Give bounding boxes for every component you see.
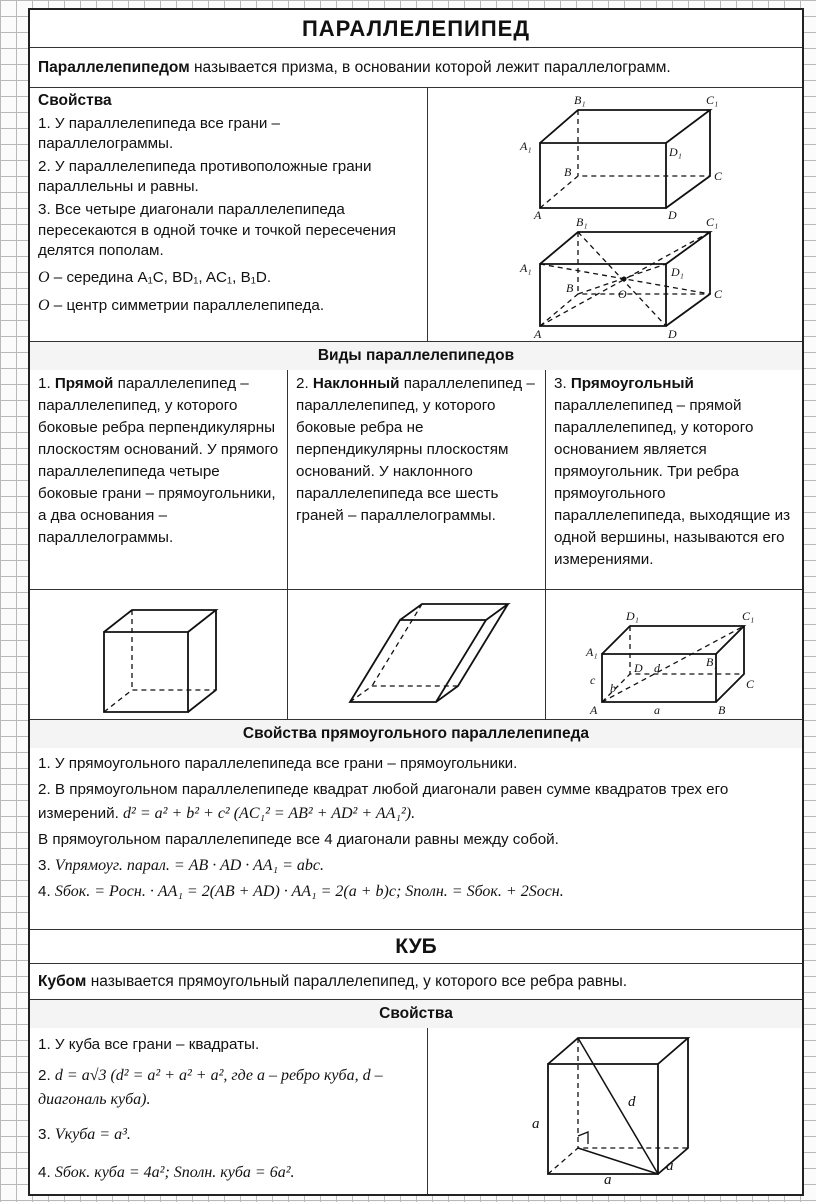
rectangular-parallelepiped-figure <box>546 590 802 718</box>
type-1-num: 1. <box>38 375 55 392</box>
rect-prop-3-num: 3. <box>38 857 55 874</box>
label-c1: C₁ <box>706 93 719 107</box>
diagonal-ac1 <box>602 626 744 702</box>
type-2-text: параллелепипед – параллелепипед, у которого боковые ребра не перпендикулярны плоскостям оснований. У наклонного параллелепипеда все шесть граней – параллелограммы. <box>296 375 535 524</box>
label-a1: A₁ <box>586 645 598 659</box>
label-c1: C₁ <box>706 215 719 229</box>
rect-props-heading: Свойства прямоугольного параллелепипеда <box>30 720 802 748</box>
property-3: 3. Все четыре диагонали параллелепипеда пересекаются в одной точке и точкой пересечения делятся пополам. <box>38 200 397 260</box>
top-face <box>104 610 216 632</box>
cube-prop-2-num: 2. <box>38 1067 55 1084</box>
label-a: A <box>534 208 542 222</box>
label-b: B <box>564 165 572 179</box>
properties-row <box>30 88 802 342</box>
cube-title-row <box>30 930 802 964</box>
cube-props-text <box>30 1028 428 1194</box>
rect-prop-3 <box>38 854 794 878</box>
cube-diagonal-formula: d = a√3 (d² = a² + a² + a², где a – ребро куба, d – диагональ куба). <box>38 1067 383 1108</box>
label-d-diagonal: d <box>628 1094 636 1110</box>
types-heading-row <box>30 342 802 370</box>
cube-definition-term: Кубом <box>38 973 87 990</box>
rect-prop-4 <box>38 880 794 904</box>
top-face <box>548 1038 688 1064</box>
definition-term: Параллелепипедом <box>38 59 190 76</box>
hidden-side-edge <box>372 604 422 686</box>
base-diagonal <box>578 1148 658 1174</box>
title-row <box>30 10 802 48</box>
right-parallelepiped-figure <box>30 590 286 718</box>
right-face <box>188 610 216 712</box>
type-right-text <box>30 370 288 589</box>
label-c: C <box>746 677 755 691</box>
label-d: D <box>668 327 677 341</box>
type-3-text: параллелепипед – прямой параллелепипед, у которого основанием является прямоугольник. Три ребра прямоугольного параллелепипеда, выходящие из одной вершины, называются его измерениями. <box>554 397 791 568</box>
types-heading: Виды параллелепипедов <box>30 342 802 370</box>
cube-prop-4 <box>30 1160 427 1186</box>
definition-row <box>30 48 802 88</box>
definition-text: называется призма, в основании которой лежит параллелограмм. <box>189 59 671 76</box>
label-d: D <box>634 661 643 675</box>
right-prism-cell <box>30 590 288 719</box>
oblique-parallelepiped-figure <box>288 590 544 718</box>
label-a1: A₁ <box>520 261 532 275</box>
rectangular-prism-cell <box>546 590 802 719</box>
diagonals-figure <box>428 214 802 342</box>
properties-heading: Свойства <box>38 92 112 109</box>
property-o-center <box>38 296 419 317</box>
top-face <box>540 110 710 143</box>
rect-prop-2-text: 2. В прямоугольном параллелепипеде квадрат любой диагонали равен сумме квадратов трех его измерений. <box>38 781 729 822</box>
right-face <box>436 604 508 702</box>
hidden-base-edges <box>540 176 710 208</box>
o-symbol: O <box>38 268 50 286</box>
top-face <box>400 604 508 620</box>
cube-props-row <box>30 1028 802 1194</box>
rect-props-text <box>30 748 802 909</box>
type-1-keyword: Прямой <box>54 375 114 392</box>
type-3-keyword: Прямоугольный <box>570 375 694 392</box>
cube-prop-4-num: 4. <box>38 1164 55 1181</box>
cube-definition-text: называется прямоугольный параллелепипед, у которого все ребра равны. <box>86 973 628 990</box>
property-o-midpoint <box>38 268 419 289</box>
rect-props-heading-row <box>30 720 802 748</box>
oblique-prism-cell <box>288 590 546 719</box>
page-title: ПАРАЛЛЕЛЕПИПЕД <box>301 16 531 41</box>
front-face <box>350 620 486 702</box>
label-c1: C₁ <box>742 609 755 623</box>
type-rectangular-text <box>546 370 802 589</box>
rect-prop-1: 1. У прямоугольного параллелепипеда все грани – прямоугольники. <box>38 755 518 772</box>
label-d1: D₁ <box>671 265 684 279</box>
cube-area-formula: Sбок. куба = 4a²; Sполн. куба = 6a². <box>54 1164 295 1181</box>
label-b1: B₁ <box>706 655 718 669</box>
label-a: A <box>590 703 598 717</box>
label-a-depth: a <box>666 1158 674 1174</box>
o-midpoint-text: – середина A₁C, BD₁, AC₁, B₁D. <box>49 268 272 286</box>
right-face <box>716 626 744 702</box>
definition <box>30 48 802 88</box>
type-2-num: 2. <box>296 375 313 392</box>
label-c-edge: c <box>590 673 596 687</box>
cube-prop-3-num: 3. <box>38 1126 55 1143</box>
front-face <box>104 632 188 712</box>
label-d1: D₁ <box>669 145 682 159</box>
label-c: C <box>714 169 723 183</box>
types-text-row <box>30 370 802 590</box>
cube-definition <box>30 964 802 1000</box>
center-point-o <box>622 277 627 282</box>
cube-volume-formula: Vкуба = a³. <box>54 1126 131 1143</box>
label-a-edge: a <box>654 703 660 717</box>
cube-figure-cell <box>428 1028 802 1194</box>
label-d1: D₁ <box>626 609 639 623</box>
label-b1: B₁ <box>574 93 586 107</box>
o-center-text: – центр симметрии параллелепипеда. <box>49 297 325 315</box>
type-oblique-text <box>288 370 546 589</box>
hidden-base-edges <box>104 690 216 712</box>
cube-title: КУБ <box>395 935 437 958</box>
label-b-edge: b <box>610 681 616 695</box>
type-1-text: параллелепипед – параллелепипед, у которого боковые ребра перпендикулярны плоскостям оснований. У прямого параллелепипеда четыре боковые грани – прямоугольники, а два основания – параллелограммы. <box>38 375 279 546</box>
label-a: A <box>534 327 542 341</box>
label-a1: A₁ <box>520 139 532 153</box>
parallelepiped-figure <box>428 88 802 222</box>
right-face <box>658 1038 688 1174</box>
type-2-keyword: Наклонный <box>312 375 400 392</box>
cube-definition-row <box>30 964 802 1000</box>
rect-props-row <box>30 748 802 930</box>
type-3-num: 3. <box>554 375 571 392</box>
property-1: 1. У параллелепипеда все грани – параллелограммы. <box>38 114 280 153</box>
rect-prop-2-formula: d² = a² + b² + c² (AC₁² = AB² + AD² + AA₁²). <box>123 805 416 822</box>
cube-prop-3 <box>30 1122 427 1148</box>
o-symbol-2: O <box>38 297 50 315</box>
label-b: B <box>566 281 574 295</box>
rect-prop-extra: В прямоугольном параллелепипеде все 4 диагонали равны между собой. <box>38 831 559 848</box>
rect-prop-2 <box>38 778 794 826</box>
right-face <box>666 232 710 326</box>
types-figures-row <box>30 590 802 720</box>
properties-text <box>30 88 428 341</box>
cube-prop-2 <box>30 1064 427 1112</box>
label-c: C <box>714 287 723 301</box>
label-a-vertical: a <box>532 1116 540 1132</box>
property-2: 2. У параллелепипеда противоположные грани параллельны и равны. <box>38 157 372 196</box>
rect-area-formula: Sбок. = Pосн. · AA₁ = 2(AB + AD) · AA₁ = 2(a + b)c; Sполн. = Sбок. + 2Sосн. <box>54 883 564 900</box>
reference-sheet <box>28 8 804 1196</box>
right-face <box>666 110 710 208</box>
right-angle-mark <box>578 1132 588 1144</box>
cube-props-heading: Свойства <box>30 1000 802 1028</box>
label-o: O <box>618 287 627 301</box>
front-face <box>540 264 666 326</box>
properties-figures <box>428 88 802 341</box>
label-b1: B₁ <box>576 215 588 229</box>
top-face <box>540 232 710 264</box>
rect-prop-4-num: 4. <box>38 883 55 900</box>
label-d-diag: d <box>654 661 660 675</box>
top-face <box>602 626 744 654</box>
label-a-base: a <box>604 1172 612 1188</box>
cube-diagonal <box>578 1038 658 1174</box>
rect-volume-formula: Vпрямоуг. парал. = AB · AD · AA₁ = abc. <box>54 857 324 874</box>
cube-props-heading-row <box>30 1000 802 1028</box>
hidden-base-edges <box>602 674 744 702</box>
cube-figure <box>428 1028 802 1192</box>
cube-prop-1: 1. У куба все грани – квадраты. <box>38 1036 260 1053</box>
label-b: B <box>718 703 726 717</box>
label-d: D <box>668 208 677 222</box>
